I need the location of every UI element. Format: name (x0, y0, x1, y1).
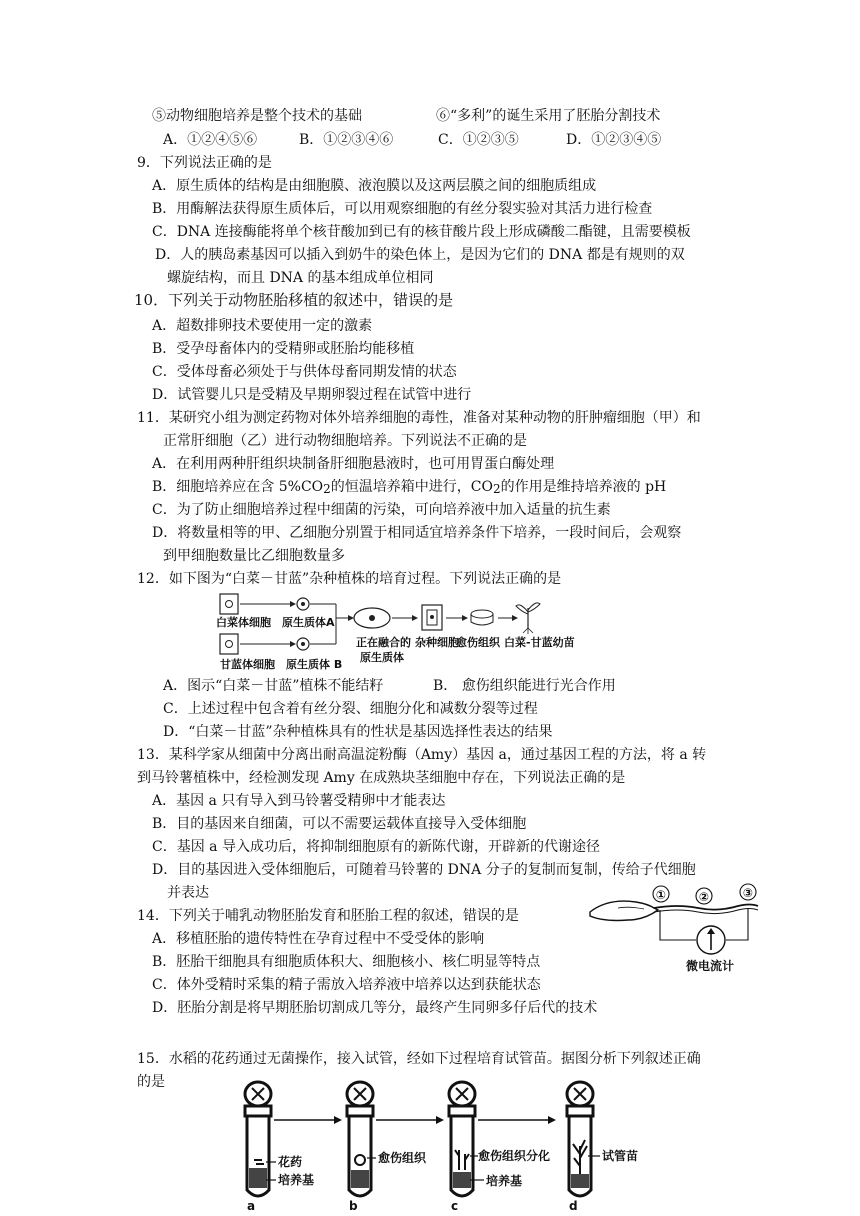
q11-option-d-cont: 到甲细胞数量比乙细胞数量多 (163, 548, 345, 564)
q13-stem: 13．某科学家从细菌中分离出耐高温淀粉酶（Amy）基因 a，通过基因工程的方法，将 a 转 (137, 747, 707, 763)
hybrid-cell-label: 杂种细胞 (415, 636, 459, 649)
q15-stem: 15．水稻的花药通过无菌操作，接入试管，经如下过程培育试管苗。据图分析下列叙述正确 (137, 1051, 701, 1067)
anther-label: 花药 (278, 1155, 303, 1169)
q8-item-6: ⑥“多利”的诞生采用了胚胎分割技术 (436, 108, 661, 124)
neuron-body-shape (590, 901, 658, 920)
protoplast-a-label: 原生质体A (282, 616, 335, 629)
medium2-label: 培养基 (486, 1174, 523, 1188)
seedling-label: 白菜-甘蓝幼苗 (504, 636, 575, 649)
q12-option-b: B． 愈伤组织能进行光合作用 (433, 678, 616, 694)
test-tube-culture-diagram (230, 1080, 700, 1214)
q9-option-c: C．DNA 连接酶能将单个核苷酸加到已有的核苷酸片段上形成磷酸二酯键，且需要模板 (152, 224, 691, 240)
q10-option-a: A．超数排卵技术要使用一定的激素 (152, 318, 373, 334)
callus-shape (471, 610, 493, 618)
q11-option-c: C．为了防止细胞培养过程中细菌的污染，可向培养液中加入适量的抗生素 (152, 502, 611, 518)
q9-stem: 9．下列说法正确的是 (137, 155, 272, 171)
point-1-label: ① (655, 888, 667, 902)
q8-option-c: C．①②③⑤ (438, 132, 519, 148)
q12-option-a: A．图示“白菜－甘蓝”植株不能结籽 (163, 678, 384, 694)
q8-item-5: ⑤动物细胞培养是整个技术的基础 (152, 108, 362, 124)
q9-option-b: B．用酶解法获得原生质体后，可以用观察细胞的有丝分裂实验对其活力进行检查 (152, 201, 653, 217)
q10-option-c: C．受体母畜必须处于与供体母畜同期发情的状态 (152, 364, 457, 380)
q13-option-a: A．基因 a 只有导入到马铃薯受精卵中才能表达 (152, 793, 446, 809)
protoplast-b-label: 原生质体 B (286, 658, 343, 671)
q11-option-a: A．在利用两种肝组织块制备肝细胞悬液时，也可用胃蛋白酶处理 (152, 456, 555, 472)
fusing-label-1: 正在融合的 (356, 636, 411, 649)
q8-option-a: A．①②④⑤⑥ (163, 132, 258, 148)
q8-option-d: D．①②③④⑤ (566, 132, 662, 148)
tube-b (347, 1082, 373, 1196)
tube-d (567, 1082, 593, 1196)
q14-option-b: B．胚胎干细胞具有细胞质体积大、细胞核小、核仁明显等特点 (152, 954, 541, 970)
q12-option-c: C．上述过程中包含着有丝分裂、细胞分化和减数分裂等过程 (163, 701, 538, 717)
seedling-label: 试管苗 (602, 1149, 639, 1163)
tube-a (245, 1082, 271, 1196)
tube-b-label: b (349, 1199, 358, 1213)
cabbage-cell-label: 白菜体细胞 (216, 616, 271, 629)
q9-option-d-cont: 螺旋结构，而且 DNA 的基本组成单位相同 (167, 270, 434, 286)
differentiation-label: 愈伤组织分化 (478, 1149, 551, 1163)
q13-stem-cont: 到马铃薯植株中，经检测发现 Amy 在成熟块茎细胞中存在，下列说法正确的是 (137, 770, 626, 786)
q13-option-d-cont: 并表达 (167, 885, 209, 901)
q11-stem: 11．某研究小组为测定药物对体外培养细胞的毒性，准备对某种动物的肝肿瘤细胞（甲）和 (137, 410, 701, 426)
medium-label: 培养基 (278, 1173, 315, 1187)
q8-option-b: B．①②③④⑥ (299, 132, 394, 148)
point-2-label: ② (698, 890, 710, 904)
callus-label: 愈伤组织 (456, 636, 500, 649)
tube-c (449, 1082, 475, 1196)
kale-cell-shape (220, 634, 238, 654)
tube-a-label: a (247, 1199, 256, 1213)
tube-d-label: d (569, 1199, 578, 1213)
q15-stem-cont: 的是 (137, 1074, 165, 1090)
q14-option-d: D．胚胎分割是将早期胚胎切割成几等分，最终产生同卵多仔后代的技术 (152, 1000, 598, 1016)
nerve-microammeter-diagram (588, 876, 774, 972)
q13-option-d: D．目的基因进入受体细胞后，可随着马铃薯的 DNA 分子的复制而复制，传给子代细胞 (152, 862, 696, 878)
q14-stem: 14．下列关于哺乳动物胚胎发育和胚胎工程的叙述，错误的是 (137, 908, 519, 924)
kale-cell-label: 甘蓝体细胞 (220, 658, 275, 671)
q10-stem: 10．下列关于动物胚胎移植的叙述中，错误的是 (134, 291, 454, 309)
q13-option-b: B．目的基因来自细菌，可以不需要运载体直接导入受体细胞 (152, 816, 527, 832)
q11-option-d: D．将数量相等的甲、乙细胞分别置于相同适宜培养条件下培养，一段时间后，会观察 (152, 525, 682, 541)
q11-stem-cont: 正常肝细胞（乙）进行动物细胞培养。下列说法不正确的是 (163, 433, 527, 449)
q12-stem: 12．如下图为“白菜－甘蓝”杂种植株的培育过程。下列说法正确的是 (137, 571, 562, 587)
microammeter-label: 微电流计 (686, 959, 735, 973)
tube-c-label: c (451, 1199, 459, 1213)
q14-option-a: A．移植胚胎的遗传特性在孕育过程中不受受体的影响 (152, 931, 485, 947)
point-3-label: ③ (742, 886, 754, 900)
callus-label: 愈伤组织 (378, 1151, 427, 1165)
q12-option-d: D．“白菜－甘蓝”杂种植株具有的性状是基因选择性表达的结果 (163, 724, 553, 740)
cabbage-cell-shape (220, 594, 238, 614)
q9-option-d: D．人的胰岛素基因可以插入到奶牛的染色体上，是因为它们的 DNA 都是有规则的双 (155, 247, 685, 263)
q10-option-b: B．受孕母畜体内的受精卵或胚胎均能移植 (152, 341, 415, 357)
q13-option-c: C．基因 a 导入成功后，将抑制细胞原有的新陈代谢，开辟新的代谢途径 (152, 839, 600, 855)
q10-option-d: D．试管婴儿只是受精及早期卵裂过程在试管中进行 (152, 387, 472, 403)
fusing-label-2: 原生质体 (360, 651, 404, 664)
q14-option-c: C．体外受精时采集的精子需放入培养液中培养以达到获能状态 (152, 977, 541, 993)
hybrid-breeding-diagram (210, 588, 575, 672)
q11-option-b: B．细胞培养应在含 5%CO2的恒温培养箱中进行，CO2的作用是维持培养液的 pH (152, 479, 667, 496)
q9-option-a: A．原生质体的结构是由细胞膜、液泡膜以及这两层膜之间的细胞质组成 (152, 178, 597, 194)
